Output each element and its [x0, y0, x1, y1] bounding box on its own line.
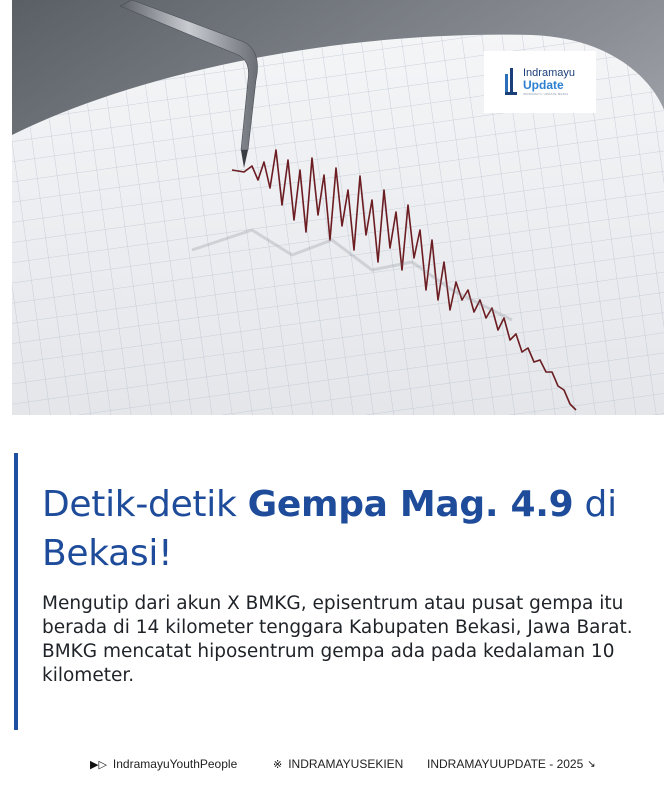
footer	[0, 757, 672, 773]
logo-tagline: INDRAMAYU UPDATE MEDIA	[523, 92, 569, 96]
footer-item-youthpeople[interactable]	[90, 757, 237, 771]
footer-label-1: IndramayuYouthPeople	[112, 757, 238, 771]
headline-part1: Detik-detik	[42, 484, 248, 525]
logo-line1: Indramayu	[523, 67, 575, 79]
brand-logo	[484, 51, 596, 113]
headline-emphasis: Gempa Mag. 4.9	[247, 484, 574, 525]
headline-part2: di Bekasi!	[42, 484, 617, 574]
accent-bar	[14, 453, 18, 730]
logo-line2: Update	[523, 78, 564, 92]
article-body: Mengutip dari akun X BMKG, episentrum atau pusat gempa itu berada di 14 kilometer tenggara Kabupaten Bekasi, Jawa Barat. BMKG mencatat hiposentrum gempa ada pada kedalaman 10 kilometer.	[42, 593, 633, 686]
footer-label-2: INDRAMAYUSEKIEN	[288, 757, 404, 771]
asterisk-icon: ※	[273, 758, 283, 771]
logo-mark-icon	[505, 68, 519, 96]
play-icon: ▶▷	[90, 758, 107, 771]
arrow-down-right-icon: ↘	[587, 758, 596, 770]
footer-label-3: INDRAMAYUUPDATE - 2025	[427, 757, 584, 771]
footer-item-update[interactable]	[427, 757, 596, 771]
headline	[42, 480, 652, 578]
footer-item-sekien[interactable]	[273, 757, 403, 771]
seismograph-photo	[12, 0, 664, 415]
